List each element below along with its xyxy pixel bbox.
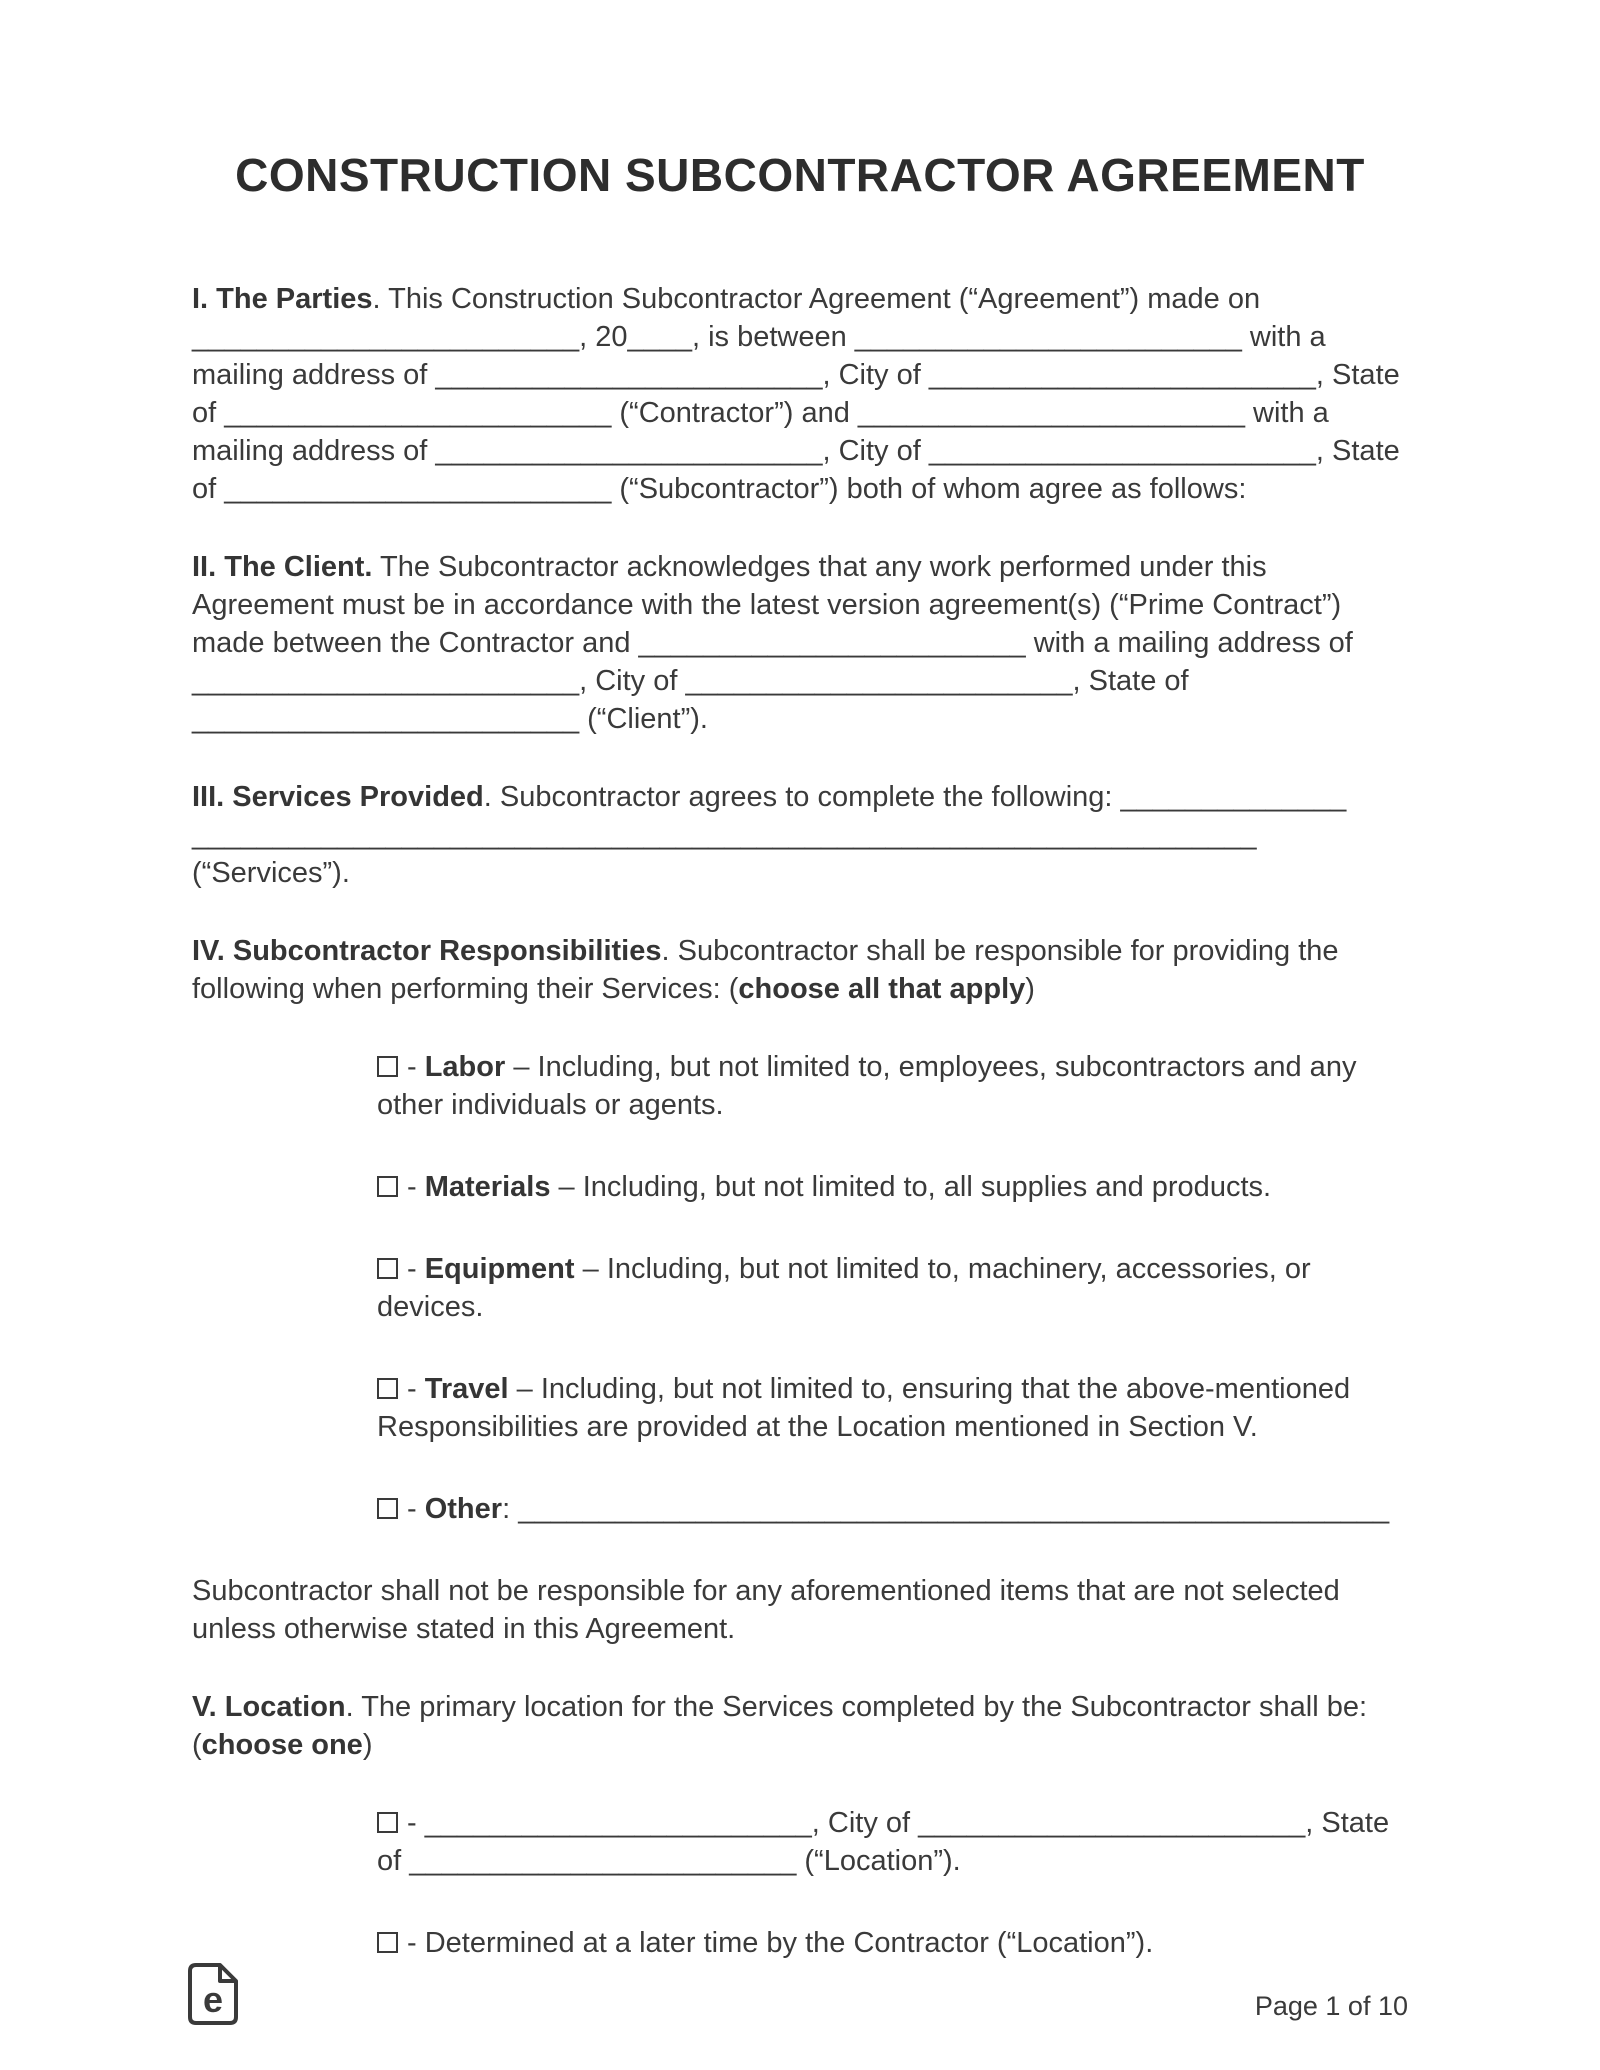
item-label: Travel — [424, 1373, 509, 1405]
option-text: ________________________, City of ________________________, State of ________________________ (“Location”). — [377, 1807, 1390, 1877]
section-ii-body: The Subcontractor acknowledges that any work performed under this Agreement must be in accordance with the latest version agreement(s) (“Prime Contract”) made between the Contractor and ________________________ with a mailing address of ________________________, City of ________________________, State of ________________________ (“Client”). — [192, 551, 1353, 735]
item-label: Materials — [424, 1171, 551, 1203]
section-iii-services — [192, 778, 1408, 892]
section-i-body: . This Construction Subcontractor Agreement (“Agreement”) made on ________________________, 20____, is between ________________________ with a mailing address of ________________________, City of ________________________, State of ________________________ (“Contractor”) and ________________________ with a mailing address of ________________________, City of ________________________, State of ________________________ (“Subcontractor”) both of whom agree as follows: — [192, 283, 1400, 505]
section-iii-blank-line: __________________________________________________________________ (“Services”). — [192, 819, 1257, 889]
item-text: ______________________________________________________ — [518, 1493, 1390, 1525]
responsibility-item-travel — [377, 1370, 1408, 1446]
checkbox-icon — [377, 1056, 398, 1077]
page-number: Page 1 of 10 — [1254, 1991, 1408, 2021]
item-text: Including, but not limited to, ensuring that the above-mentioned Responsibilities are provided at the Location mentioned in Section V. — [377, 1373, 1351, 1443]
item-text: Including, but not limited to, employees, subcontractors and any other individuals or agents. — [377, 1051, 1357, 1121]
item-separator: – — [505, 1051, 538, 1083]
item-separator: – — [550, 1171, 583, 1203]
item-label: Labor — [424, 1051, 506, 1083]
item-prefix: - — [407, 1253, 425, 1285]
section-iv-body-2: ) — [1025, 973, 1035, 1005]
section-i-heading: I. The Parties — [192, 283, 373, 315]
checkbox-icon — [377, 1258, 398, 1279]
item-text: Including, but not limited to, all supplies and products. — [582, 1171, 1272, 1203]
responsibility-item-equipment — [377, 1250, 1408, 1326]
section-iv-bold-inline: choose all that apply — [738, 973, 1026, 1005]
item-label: Equipment — [424, 1253, 575, 1285]
section-iii-body: . Subcontractor agrees to complete the following: ______________ — [483, 781, 1347, 813]
section-v-body-2: ) — [362, 1729, 373, 1761]
responsibility-item-labor — [377, 1048, 1408, 1124]
item-separator: : — [502, 1493, 519, 1525]
section-ii-heading: II. The Client. — [192, 551, 373, 583]
item-separator: – — [574, 1253, 607, 1285]
section-v-bold-inline: choose one — [201, 1729, 363, 1761]
section-v-location — [192, 1688, 1408, 1764]
checkbox-icon — [377, 1932, 398, 1953]
location-option-address — [377, 1804, 1408, 1880]
checkbox-icon — [377, 1378, 398, 1399]
responsibility-checklist — [377, 1048, 1408, 1528]
checkbox-icon — [377, 1812, 398, 1833]
page-footer — [186, 1962, 1408, 2026]
checkbox-icon — [377, 1498, 398, 1519]
section-ii-client — [192, 548, 1408, 738]
responsibility-item-materials — [377, 1168, 1408, 1206]
responsibility-note: Subcontractor shall not be responsible for any aforementioned items that are not selected unless otherwise stated in this Agreement. — [192, 1575, 1340, 1645]
item-prefix: - — [407, 1373, 425, 1405]
location-options — [377, 1804, 1408, 1962]
item-prefix: - — [407, 1927, 425, 1959]
eforms-logo — [186, 1962, 240, 2026]
item-separator: – — [508, 1373, 541, 1405]
section-i-parties — [192, 280, 1408, 508]
responsibility-item-other — [377, 1490, 1408, 1528]
section-v-body-1: . The primary location for the Services completed by the Subcontractor shall be: ( — [192, 1691, 1368, 1761]
item-text: Including, but not limited to, machinery, accessories, or devices. — [377, 1253, 1311, 1323]
section-v-heading: V. Location — [192, 1691, 346, 1723]
item-prefix: - — [407, 1807, 425, 1839]
item-label: Other — [424, 1493, 503, 1525]
option-text: Determined at a later time by the Contractor (“Location”). — [424, 1927, 1154, 1959]
section-iii-heading: III. Services Provided — [192, 781, 484, 813]
item-prefix: - — [407, 1051, 425, 1083]
checkbox-icon — [377, 1176, 398, 1197]
item-prefix: - — [407, 1493, 425, 1525]
document-title: CONSTRUCTION SUBCONTRACTOR AGREEMENT — [235, 149, 1365, 201]
section-iv-responsibilities — [192, 932, 1408, 1008]
eforms-logo-icon — [186, 1962, 240, 2026]
section-iv-heading: IV. Subcontractor Responsibilities — [192, 935, 662, 967]
eforms-logo-letter: e — [203, 1979, 224, 2020]
item-prefix: - — [407, 1171, 425, 1203]
location-option-later — [377, 1924, 1408, 1962]
section-iv-body-1: . Subcontractor shall be responsible for providing the following when performing their Services: ( — [192, 935, 1339, 1005]
